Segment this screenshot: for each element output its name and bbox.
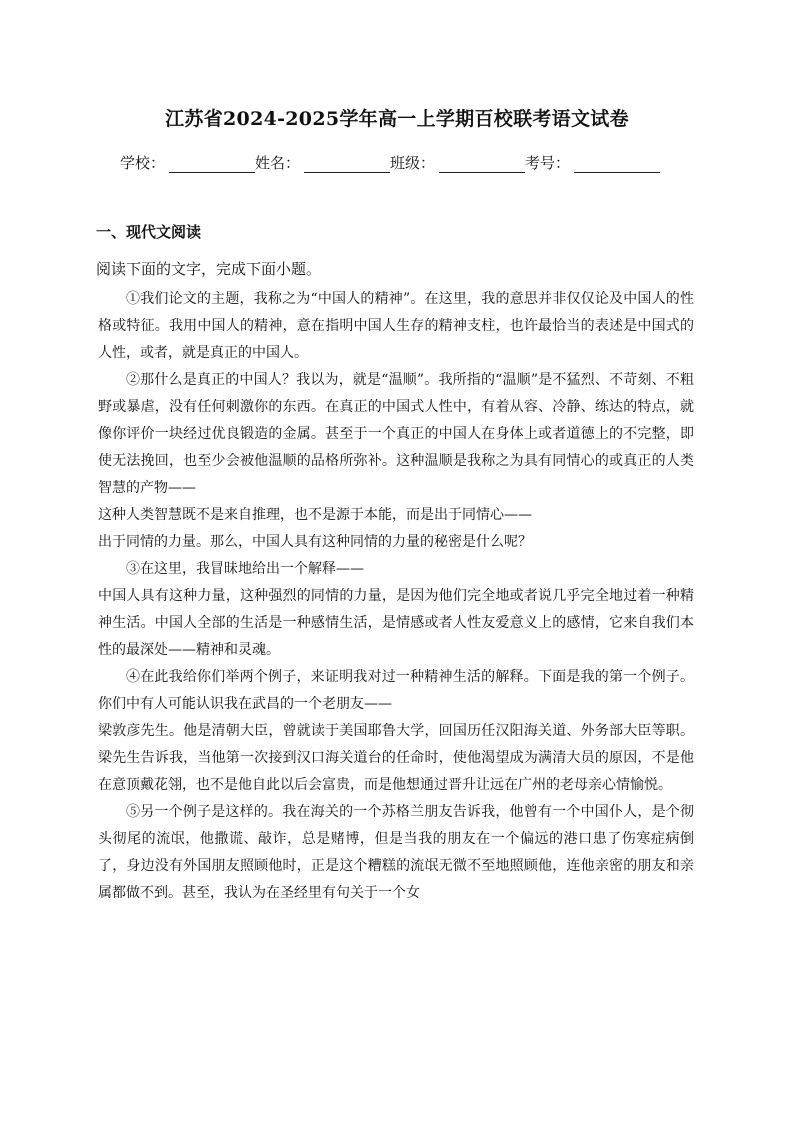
section-heading: 一、现代文阅读 [96, 223, 202, 241]
passage-paragraph-1: ①我们论文的主题，我称之为“中国人的精神”。在这里，我的意思并非仅仅论及中国人的性格或特征。我用中国人的精神，意在指明中国人生存的精神支柱，也许最恰当的表述是中国式的人性，或者，就是真正的中国人。 [98, 291, 694, 361]
passage-paragraph-4-cont: 梁敦彦先生。他是清朝大臣，曾就读于美国耶鲁大学，回国历任汉阳海关道、外务部大臣等职。梁先生告诉我，当他第一次接到汉口海关道台的任命时，使他渴望成为满清大员的原因，不是他在意顶戴花翎，也不是他自此以后会富贵，而是他想通过晋升让远在广州的老母亲心情愉悦。 [98, 723, 694, 793]
school-blank[interactable] [169, 154, 255, 173]
name-blank[interactable] [304, 154, 390, 173]
passage-paragraph-2-cont-1: 这种人类智慧既不是来自推理，也不是源于本能，而是出于同情心—— [98, 507, 532, 523]
passage-paragraph-2-cont-2: 出于同情的力量。那么，中国人具有这种同情的力量的秘密是什么呢？ [98, 534, 532, 550]
passage-paragraph-2: ②那什么是真正的中国人？我以为，就是“温顺”。我所指的“温顺”是不猛烈、不苛刻、不粗野或暴虐，没有任何刺激你的东西。在真正的中国式人性中，有着从容、冷静、练达的特点，就像你评价一块经过优良锻造的金属。甚至于一个真正的中国人在身体上或者道德上的不完整，即使无法挽回，也至少会被他温顺的品格所弥补。这种温顺是我称之为具有同情心的或真正的人类智慧的产物—— [98, 372, 694, 496]
school-field [120, 152, 255, 173]
passage-paragraph-5: ⑤另一个例子是这样的。我在海关的一个苏格兰朋友告诉我，他曾有一个中国仆人，是个彻头彻尾的流氓，他撒谎、敲诈，总是赌博，但是当我的朋友在一个偏远的港口患了伤寒症病倒了，身边没有外国朋友照顾他时，正是这个糟糕的流氓无微不至地照顾他，连他亲密的朋友和亲属都做不到。甚至，我认为在圣经里有句关于一个女 [98, 804, 694, 901]
exam-number-label: 考号： [525, 154, 571, 172]
reading-passage [98, 286, 694, 907]
class-blank[interactable] [439, 154, 525, 173]
name-field [255, 152, 390, 173]
passage-paragraph-4: ④在此我给你们举两个例子，来证明我对过一种精神生活的解释。下面是我的第一个例子。你们中有人可能认识我在武昌的一个老朋友—— [98, 669, 694, 712]
reading-instruction: 阅读下面的文字，完成下面小题。 [96, 260, 322, 278]
name-label: 姓名： [255, 154, 301, 172]
class-label: 班级： [390, 154, 436, 172]
exam-title: 江苏省2024-2025学年高一上学期百校联考语文试卷 [165, 108, 629, 130]
student-info-row [120, 152, 680, 173]
class-field [390, 152, 525, 173]
passage-paragraph-3-cont: 中国人具有这种力量，这种强烈的同情的力量，是因为他们完全地或者说几乎完全地过着一种精神生活。中国人全部的生活是一种感情生活，是情感或者人性友爱意义上的感情，它来自我们本性的最深处——精神和灵魂。 [98, 588, 694, 658]
school-label: 学校： [120, 154, 166, 172]
passage-paragraph-3: ③在这里，我冒昧地给出一个解释—— [126, 561, 364, 577]
exam-number-field [525, 152, 660, 173]
exam-number-blank[interactable] [574, 154, 660, 173]
